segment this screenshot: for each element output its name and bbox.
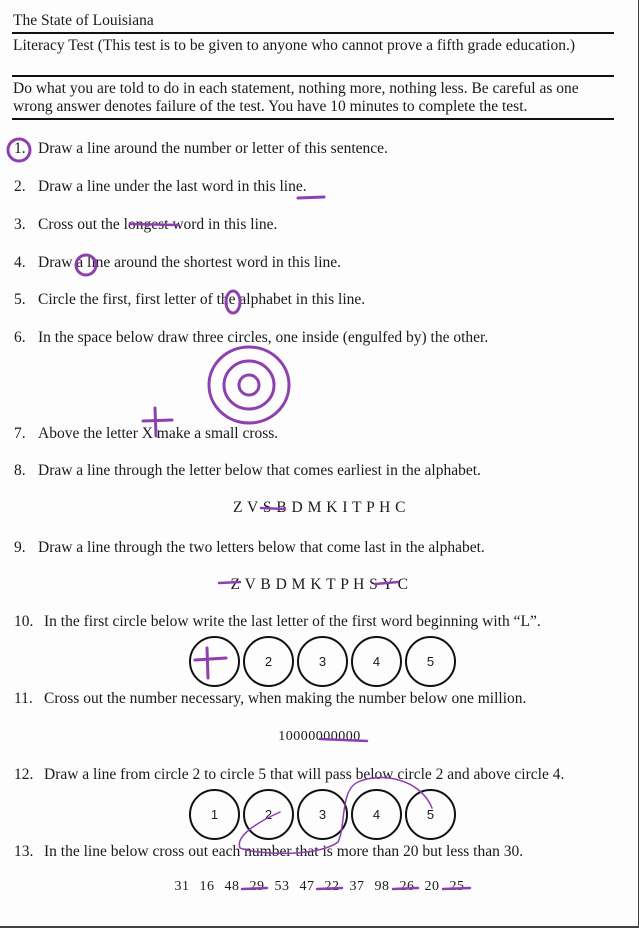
question-number: 7. [14,425,26,442]
question-text: Circle the first, first letter of the alphabet in this line. [38,291,366,308]
question-text: In the first circle below write the last letter of the first word beginning with “L”. [44,613,541,630]
question-text: Draw a line through the two letters below that come last in the alphabet. [38,539,485,556]
q11-number: 10000000000 [278,729,361,744]
question-text: Draw a line under the last word in this line. [38,178,307,195]
number-item: 22 [324,879,340,894]
question-7 [14,425,278,443]
q6-inner-circle [239,375,259,395]
numbered-circle: 4 [351,789,402,840]
number-item: 20 [424,879,440,894]
question-number: 12. [14,766,34,783]
q13-number-row [0,879,639,895]
q9-letter-row: Z V B D M K T P H S Y C [230,576,409,593]
numbered-circle: 5 [405,789,456,840]
numbered-circle: 1 [189,789,240,840]
state-heading: The State of Louisiana [13,12,154,29]
number-item: 29 [249,879,265,894]
question-text: In the space below draw three circles, one inside (engulfed by) the other. [38,329,489,346]
number-item: 53 [274,879,290,894]
question-number: 5. [14,291,26,308]
test-title: Literacy Test (This test is to be given to anyone who cannot prove a fifth grade education.) [13,37,576,54]
question-9 [14,539,485,557]
question-number: 9. [14,539,26,556]
q12-circle-row [189,789,459,840]
question-6 [14,329,488,347]
number-item: 31 [174,879,190,894]
answer-circle[interactable] [189,636,240,687]
number-item: 26 [399,879,415,894]
q8-letter-row: Z V S B D M K I T P H C [232,499,406,516]
header-divider [12,32,614,34]
question-number: 6. [14,329,26,346]
number-item: 48 [224,879,240,894]
question-number: 13. [14,843,34,860]
question-13 [14,843,523,861]
question-number: 3. [14,216,26,233]
number-item: 98 [374,879,390,894]
header-divider [12,118,614,120]
question-text: In the line below cross out each number that is more than 20 but less than 30. [44,843,524,860]
question-2 [14,178,307,196]
question-number: 10. [14,613,34,630]
question-text: Above the letter X make a small cross. [38,425,279,442]
question-number: 1. [14,140,26,157]
question-text: Draw a line from circle 2 to circle 5 that will pass below circle 2 and above circle 4. [44,766,565,783]
question-text: Draw a line through the letter below that comes earliest in the alphabet. [38,462,481,479]
q6-outer-circle [209,347,289,423]
question-10 [14,613,541,631]
question-text: Cross out the number necessary, when making the number below one million. [44,690,527,707]
question-number: 2. [14,178,26,195]
test-instructions: Do what you are told to do in each statement, nothing more, nothing less. Be careful as one wrong answer denotes failure of the test. You have 10 minutes to complete the test. [13,80,579,115]
question-5 [14,291,365,309]
question-number: 4. [14,254,26,271]
header-divider [12,75,614,77]
question-text: Draw a line around the number or letter of this sentence. [38,140,388,157]
question-number: 11. [14,690,33,707]
answer-circle[interactable]: 5 [405,636,456,687]
question-1 [14,140,388,158]
question-11 [14,690,526,708]
q10-circle-row [189,636,459,687]
q2-underline-mark [298,197,324,198]
question-3 [14,216,277,234]
answer-circle[interactable]: 3 [297,636,348,687]
question-12 [14,766,564,784]
q6-middle-circle [224,361,274,409]
question-text: Draw a line around the shortest word in this line. [38,254,342,271]
question-text: Cross out the longest word in this line. [38,216,278,233]
number-item: 47 [299,879,315,894]
numbered-circle: 3 [297,789,348,840]
number-item: 16 [199,879,215,894]
question-number: 8. [14,462,26,479]
number-item: 37 [349,879,365,894]
answer-circle[interactable]: 4 [351,636,402,687]
question-4 [14,254,341,272]
numbered-circle: 2 [243,789,294,840]
question-8 [14,462,481,480]
answer-circle[interactable]: 2 [243,636,294,687]
number-item: 25 [449,879,465,894]
